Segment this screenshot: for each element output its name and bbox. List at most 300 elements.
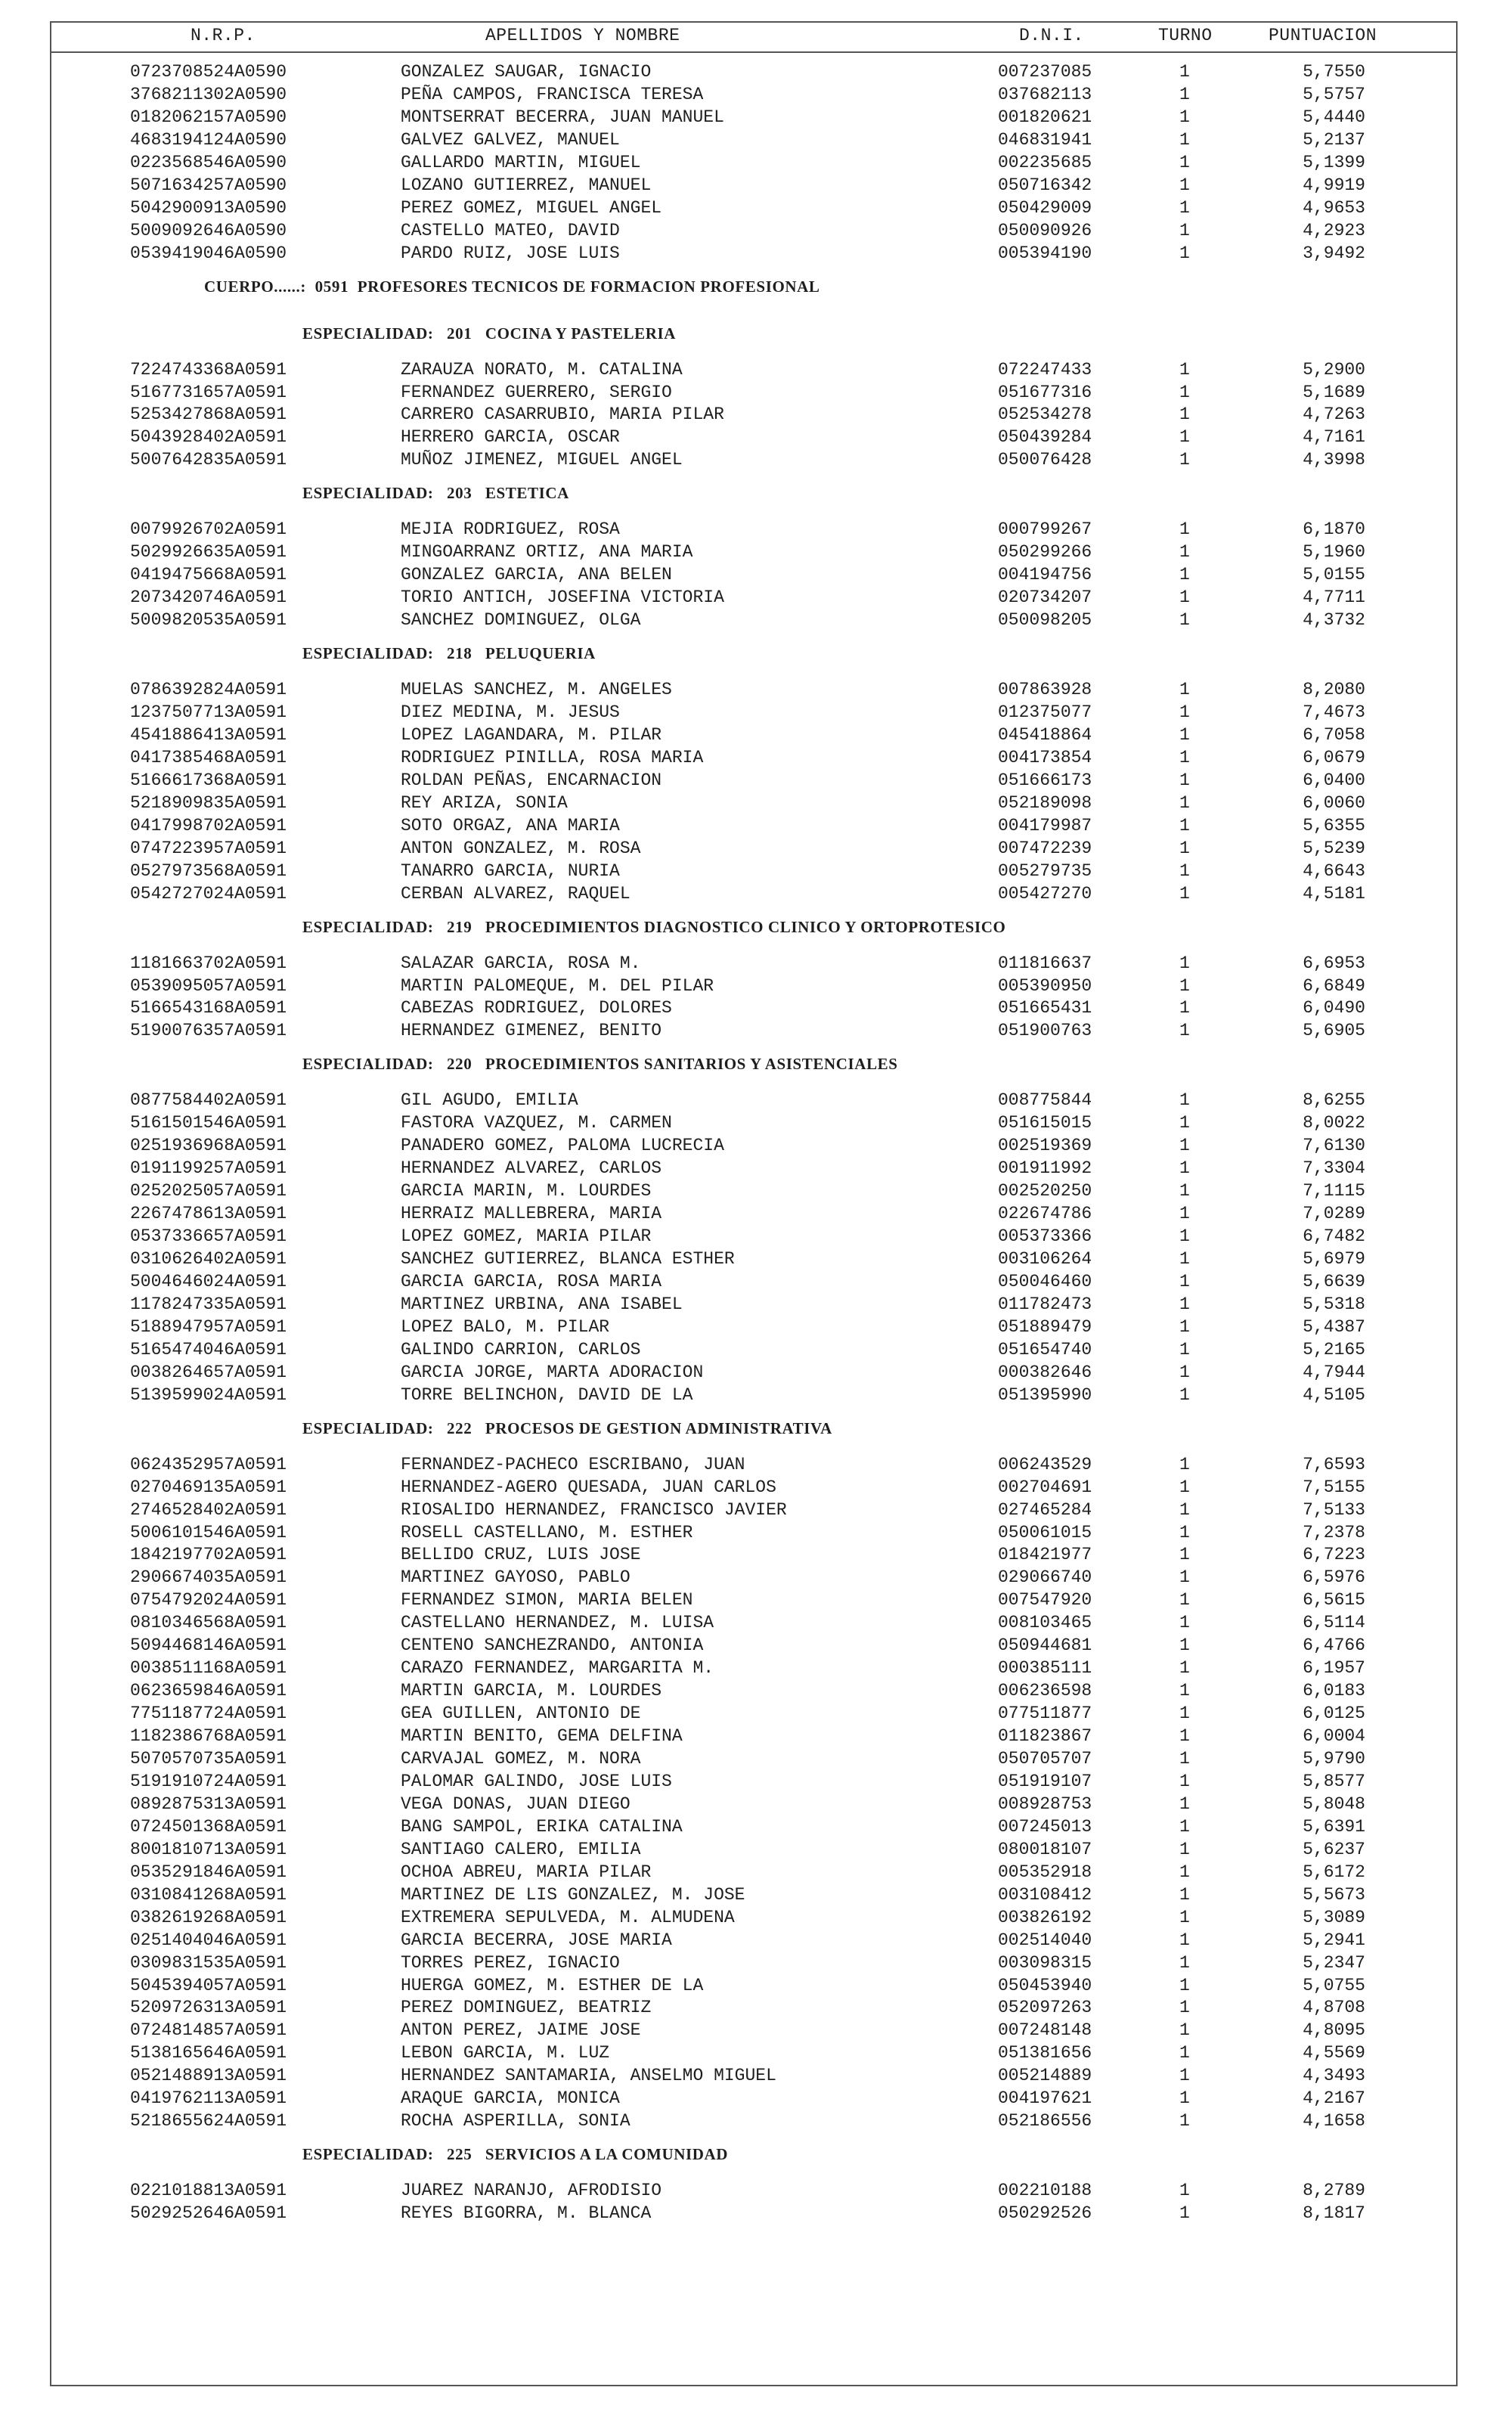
dni-cell: 002235685 [998, 152, 1092, 172]
table-row [0, 975, 1512, 997]
dni-cell: 005214889 [998, 2066, 1092, 2086]
name-cell: MARTINEZ URBINA, ANA ISABEL [401, 1294, 683, 1314]
table-row [0, 724, 1512, 746]
table-row [0, 1338, 1512, 1361]
section-title: ESTETICA [485, 484, 569, 503]
turno-cell: 1 [1179, 1545, 1190, 1565]
nrp-cell: 0182062157A0590 [130, 107, 287, 127]
turno-cell: 1 [1179, 427, 1190, 448]
name-cell: MARTINEZ DE LIS GONZALEZ, M. JOSE [401, 1884, 745, 1905]
puntuacion-cell: 5,9790 [1303, 1749, 1365, 1769]
nrp-cell: 4683194124A0590 [130, 129, 287, 150]
table-row [0, 448, 1512, 471]
puntuacion-cell: 5,5757 [1303, 84, 1365, 104]
puntuacion-cell: 4,5105 [1303, 1384, 1365, 1405]
dni-cell: 052189098 [998, 792, 1092, 813]
name-cell: HERRAIZ MALLEBRERA, MARIA [401, 1204, 662, 1224]
puntuacion-cell: 6,0060 [1303, 792, 1365, 813]
nrp-cell: 0724814857A0591 [130, 2020, 287, 2041]
dni-cell: 029066740 [998, 1567, 1092, 1588]
dni-cell: 051381656 [998, 2043, 1092, 2063]
puntuacion-cell: 5,0155 [1303, 565, 1365, 585]
table-row [0, 882, 1512, 905]
turno-cell: 1 [1179, 62, 1190, 82]
puntuacion-cell: 8,6255 [1303, 1090, 1365, 1111]
puntuacion-cell: 4,7711 [1303, 588, 1365, 608]
name-cell: RIOSALIDO HERNANDEZ, FRANCISCO JAVIER [401, 1499, 787, 1520]
table-row [0, 1611, 1512, 1634]
dni-cell: 050429009 [998, 197, 1092, 218]
nrp-cell: 0623659846A0591 [130, 1681, 287, 1701]
turno-cell: 1 [1179, 838, 1190, 858]
turno-cell: 1 [1179, 405, 1190, 425]
turno-cell: 1 [1179, 702, 1190, 722]
puntuacion-cell: 5,6905 [1303, 1021, 1365, 1041]
nrp-cell: 5029252646A0591 [130, 2203, 287, 2224]
section-title: PROFESORES TECNICOS DE FORMACION PROFESIONAL [357, 277, 820, 296]
dni-cell: 050716342 [998, 175, 1092, 195]
puntuacion-cell: 6,6953 [1303, 953, 1365, 973]
table-row [0, 792, 1512, 814]
turno-cell: 1 [1179, 1136, 1190, 1156]
puntuacion-cell: 4,9653 [1303, 197, 1365, 218]
table-row [0, 2179, 1512, 2202]
dni-cell: 050046460 [998, 1271, 1092, 1291]
table-row [0, 586, 1512, 609]
name-cell: CARAZO FERNANDEZ, MARGARITA M. [401, 1658, 714, 1679]
nrp-cell: 0539095057A0591 [130, 975, 287, 996]
header-puntuacion: PUNTUACION [1269, 26, 1377, 45]
table-row [0, 997, 1512, 1019]
table-row [0, 1089, 1512, 1111]
table-row [0, 2110, 1512, 2132]
nrp-cell: 1842197702A0591 [130, 1545, 287, 1565]
name-cell: OCHOA ABREU, MARIA PILAR [401, 1862, 652, 1882]
table-row [0, 2202, 1512, 2225]
dni-cell: 004197621 [998, 2088, 1092, 2109]
turno-cell: 1 [1179, 998, 1190, 1018]
puntuacion-cell: 4,1658 [1303, 2111, 1365, 2132]
header-dni: D.N.I. [1019, 26, 1084, 45]
name-cell: ZARAUZA NORATO, M. CATALINA [401, 359, 683, 380]
dni-cell: 037682113 [998, 84, 1092, 104]
dni-cell: 003098315 [998, 1952, 1092, 1973]
name-cell: HERNANDEZ SANTAMARIA, ANSELMO MIGUEL [401, 2066, 776, 2086]
table-row [0, 60, 1512, 83]
turno-cell: 1 [1179, 2066, 1190, 2086]
puntuacion-cell: 6,1957 [1303, 1658, 1365, 1679]
nrp-cell: 5166543168A0591 [130, 998, 287, 1018]
table-row [0, 1996, 1512, 2019]
dni-cell: 001911992 [998, 1158, 1092, 1179]
table-row [0, 106, 1512, 129]
name-cell: GARCIA JORGE, MARTA ADORACION [401, 1362, 704, 1382]
nrp-cell: 0038511168A0591 [130, 1658, 287, 1679]
table-row [0, 2042, 1512, 2064]
name-cell: SOTO ORGAZ, ANA MARIA [401, 815, 620, 836]
dni-cell: 011782473 [998, 1294, 1092, 1314]
nrp-cell: 5188947957A0591 [130, 1316, 287, 1337]
table-row [0, 1134, 1512, 1157]
puntuacion-cell: 5,5239 [1303, 838, 1365, 858]
table-row [0, 1679, 1512, 1702]
turno-cell: 1 [1179, 175, 1190, 195]
name-cell: PALOMAR GALINDO, JOSE LUIS [401, 1771, 672, 1791]
name-cell: DIEZ MEDINA, M. JESUS [401, 702, 620, 722]
name-cell: ROSELL CASTELLANO, M. ESTHER [401, 1522, 693, 1542]
especialidad-heading [302, 914, 1005, 940]
turno-cell: 1 [1179, 107, 1190, 127]
turno-cell: 1 [1179, 542, 1190, 563]
puntuacion-cell: 8,0022 [1303, 1113, 1365, 1133]
turno-cell: 1 [1179, 975, 1190, 996]
name-cell: MINGOARRANZ ORTIZ, ANA MARIA [401, 542, 693, 563]
puntuacion-cell: 6,1870 [1303, 519, 1365, 540]
dni-cell: 050944681 [998, 1635, 1092, 1656]
name-cell: GALVEZ GALVEZ, MANUEL [401, 129, 620, 150]
table-row [0, 1974, 1512, 1997]
turno-cell: 1 [1179, 359, 1190, 380]
puntuacion-cell: 5,8048 [1303, 1794, 1365, 1814]
nrp-cell: 0270469135A0591 [130, 1477, 287, 1497]
nrp-cell: 0537336657A0591 [130, 1226, 287, 1247]
dni-cell: 008928753 [998, 1794, 1092, 1814]
table-row [0, 769, 1512, 792]
dni-cell: 051900763 [998, 1021, 1092, 1041]
nrp-cell: 5166617368A0591 [130, 770, 287, 790]
name-cell: MUÑOZ JIMENEZ, MIGUEL ANGEL [401, 450, 683, 470]
nrp-cell: 0223568546A0590 [130, 152, 287, 172]
nrp-cell: 0539419046A0590 [130, 243, 287, 263]
nrp-cell: 0417385468A0591 [130, 747, 287, 767]
nrp-cell: 0754792024A0591 [130, 1590, 287, 1611]
turno-cell: 1 [1179, 1635, 1190, 1656]
nrp-cell: 0786392824A0591 [130, 680, 287, 700]
nrp-cell: 0191199257A0591 [130, 1158, 287, 1179]
nrp-cell: 5029926635A0591 [130, 542, 287, 563]
turno-cell: 1 [1179, 1567, 1190, 1588]
table-row [0, 1861, 1512, 1883]
table-row [0, 83, 1512, 106]
nrp-cell: 5167731657A0591 [130, 382, 287, 402]
dni-cell: 002704691 [998, 1477, 1092, 1497]
dni-cell: 003106264 [998, 1249, 1092, 1269]
section-code: 225 [447, 2145, 485, 2164]
puntuacion-cell: 5,6172 [1303, 1862, 1365, 1882]
dni-cell: 051665431 [998, 998, 1092, 1018]
turno-cell: 1 [1179, 84, 1190, 104]
dni-cell: 002210188 [998, 2181, 1092, 2201]
name-cell: LOZANO GUTIERREZ, MANUEL [401, 175, 652, 195]
name-cell: MUELAS SANCHEZ, M. ANGELES [401, 680, 672, 700]
nrp-cell: 5138165646A0591 [130, 2043, 287, 2063]
table-row [0, 563, 1512, 586]
puntuacion-cell: 5,2941 [1303, 1930, 1365, 1950]
name-cell: REYES BIGORRA, M. BLANCA [401, 2203, 652, 2224]
table-row [0, 1725, 1512, 1747]
name-cell: MARTINEZ GAYOSO, PABLO [401, 1567, 631, 1588]
nrp-cell: 0810346568A0591 [130, 1613, 287, 1633]
nrp-cell: 5218909835A0591 [130, 792, 287, 813]
table-row [0, 1952, 1512, 1974]
section-label: ESPECIALIDAD: [302, 1055, 448, 1074]
table-row [0, 1929, 1512, 1952]
puntuacion-cell: 5,5673 [1303, 1884, 1365, 1905]
name-cell: ANTON GONZALEZ, M. ROSA [401, 838, 641, 858]
table-row [0, 1883, 1512, 1906]
name-cell: TORIO ANTICH, JOSEFINA VICTORIA [401, 588, 724, 608]
puntuacion-cell: 5,7550 [1303, 62, 1365, 82]
table-row [0, 1225, 1512, 1248]
puntuacion-cell: 7,2378 [1303, 1522, 1365, 1542]
dni-cell: 005427270 [998, 883, 1092, 904]
dni-cell: 072247433 [998, 359, 1092, 380]
name-cell: PARDO RUIZ, JOSE LUIS [401, 243, 620, 263]
dni-cell: 050705707 [998, 1749, 1092, 1769]
turno-cell: 1 [1179, 1158, 1190, 1179]
table-row [0, 1019, 1512, 1042]
nrp-cell: 2073420746A0591 [130, 588, 287, 608]
turno-cell: 1 [1179, 197, 1190, 218]
nrp-cell: 1182386768A0591 [130, 1726, 287, 1747]
puntuacion-cell: 5,2165 [1303, 1339, 1365, 1360]
turno-cell: 1 [1179, 747, 1190, 767]
turno-cell: 1 [1179, 152, 1190, 172]
turno-cell: 1 [1179, 1681, 1190, 1701]
name-cell: MARTIN GARCIA, M. LOURDES [401, 1681, 662, 1701]
name-cell: GIL AGUDO, EMILIA [401, 1090, 578, 1111]
turno-cell: 1 [1179, 1021, 1190, 1041]
header-name: APELLIDOS Y NOMBRE [485, 26, 680, 45]
turno-cell: 1 [1179, 724, 1190, 745]
puntuacion-cell: 6,0490 [1303, 998, 1365, 1018]
section-title: PROCESOS DE GESTION ADMINISTRATIVA [485, 1418, 832, 1437]
table-row [0, 1815, 1512, 1838]
name-cell: BELLIDO CRUZ, LUIS JOSE [401, 1545, 641, 1565]
table-row [0, 746, 1512, 769]
table-row [0, 1657, 1512, 1679]
section-label: CUERPO......: [204, 277, 315, 296]
dni-cell: 002514040 [998, 1930, 1092, 1950]
nrp-cell: 0724501368A0591 [130, 1816, 287, 1837]
section-code: 222 [447, 1418, 485, 1437]
nrp-cell: 5043928402A0591 [130, 427, 287, 448]
table-row [0, 1499, 1512, 1521]
nrp-cell: 0527973568A0591 [130, 860, 287, 881]
nrp-cell: 0419475668A0591 [130, 565, 287, 585]
section-code: 203 [447, 484, 485, 503]
puntuacion-cell: 5,6639 [1303, 1271, 1365, 1291]
section-label: ESPECIALIDAD: [302, 917, 448, 936]
dni-cell: 004179987 [998, 815, 1092, 836]
turno-cell: 1 [1179, 220, 1190, 240]
turno-cell: 1 [1179, 1522, 1190, 1542]
table-row [0, 2087, 1512, 2110]
nrp-cell: 0309831535A0591 [130, 1952, 287, 1973]
turno-cell: 1 [1179, 2088, 1190, 2109]
dni-cell: 051666173 [998, 770, 1092, 790]
table-row [0, 1316, 1512, 1338]
especialidad-heading [302, 480, 569, 506]
puntuacion-cell: 4,2167 [1303, 2088, 1365, 2109]
dni-cell: 007547920 [998, 1590, 1092, 1611]
puntuacion-cell: 5,2900 [1303, 359, 1365, 380]
name-cell: VEGA DONAS, JUAN DIEGO [401, 1794, 631, 1814]
puntuacion-cell: 6,7223 [1303, 1545, 1365, 1565]
puntuacion-cell: 7,3304 [1303, 1158, 1365, 1179]
puntuacion-cell: 5,2347 [1303, 1952, 1365, 1973]
section-code: 220 [447, 1055, 485, 1074]
nrp-cell: 5042900913A0590 [130, 197, 287, 218]
name-cell: JUAREZ NARANJO, AFRODISIO [401, 2181, 662, 2201]
name-cell: TANARRO GARCIA, NURIA [401, 860, 620, 881]
puntuacion-cell: 4,9919 [1303, 175, 1365, 195]
puntuacion-cell: 8,1817 [1303, 2203, 1365, 2224]
turno-cell: 1 [1179, 1454, 1190, 1474]
dni-cell: 005279735 [998, 860, 1092, 881]
puntuacion-cell: 4,7944 [1303, 1362, 1365, 1382]
turno-cell: 1 [1179, 860, 1190, 881]
dni-cell: 050061015 [998, 1522, 1092, 1542]
table-header [50, 21, 1458, 53]
dni-cell: 051654740 [998, 1339, 1092, 1360]
nrp-cell: 2906674035A0591 [130, 1567, 287, 1588]
puntuacion-cell: 7,5133 [1303, 1499, 1365, 1520]
turno-cell: 1 [1179, 2181, 1190, 2201]
puntuacion-cell: 6,5114 [1303, 1613, 1365, 1633]
puntuacion-cell: 5,1960 [1303, 542, 1365, 563]
table-row [0, 1157, 1512, 1180]
puntuacion-cell: 6,0183 [1303, 1681, 1365, 1701]
name-cell: REY ARIZA, SONIA [401, 792, 568, 813]
turno-cell: 1 [1179, 129, 1190, 150]
turno-cell: 1 [1179, 1952, 1190, 1973]
nrp-cell: 5006101546A0591 [130, 1522, 287, 1542]
name-cell: RODRIGUEZ PINILLA, ROSA MARIA [401, 747, 704, 767]
puntuacion-cell: 5,6355 [1303, 815, 1365, 836]
dni-cell: 004173854 [998, 747, 1092, 767]
dni-cell: 003826192 [998, 1907, 1092, 1927]
turno-cell: 1 [1179, 1249, 1190, 1269]
table-row [0, 1634, 1512, 1657]
name-cell: CARVAJAL GOMEZ, M. NORA [401, 1749, 641, 1769]
section-code: 218 [447, 644, 485, 663]
puntuacion-cell: 5,1399 [1303, 152, 1365, 172]
especialidad-heading [302, 2141, 728, 2167]
nrp-cell: 0535291846A0591 [130, 1862, 287, 1882]
especialidad-heading [302, 1415, 832, 1441]
table-row [0, 1566, 1512, 1589]
name-cell: FERNANDEZ-PACHECO ESCRIBANO, JUAN [401, 1454, 745, 1474]
nrp-cell: 0038264657A0591 [130, 1362, 287, 1382]
puntuacion-cell: 7,0289 [1303, 1204, 1365, 1224]
name-cell: LOPEZ GOMEZ, MARIA PILAR [401, 1226, 652, 1247]
puntuacion-cell: 4,5181 [1303, 883, 1365, 904]
name-cell: GARCIA GARCIA, ROSA MARIA [401, 1271, 662, 1291]
nrp-cell: 5007642835A0591 [130, 450, 287, 470]
nrp-cell: 5190076357A0591 [130, 1021, 287, 1041]
name-cell: GEA GUILLEN, ANTONIO DE [401, 1704, 641, 1724]
puntuacion-cell: 5,1689 [1303, 382, 1365, 402]
turno-cell: 1 [1179, 792, 1190, 813]
table-row [0, 1521, 1512, 1544]
name-cell: ROCHA ASPERILLA, SONIA [401, 2111, 631, 2132]
table-row [0, 2019, 1512, 2042]
nrp-cell: 3768211302A0590 [130, 84, 287, 104]
dni-cell: 007248148 [998, 2020, 1092, 2041]
especialidad-heading [302, 321, 676, 346]
name-cell: GALINDO CARRION, CARLOS [401, 1339, 641, 1360]
dni-cell: 000382646 [998, 1362, 1092, 1382]
nrp-cell: 2267478613A0591 [130, 1204, 287, 1224]
nrp-cell: 8001810713A0591 [130, 1839, 287, 1859]
dni-cell: 051615015 [998, 1113, 1092, 1133]
dni-cell: 050090926 [998, 220, 1092, 240]
name-cell: GONZALEZ GARCIA, ANA BELEN [401, 565, 672, 585]
dni-cell: 052186556 [998, 2111, 1092, 2132]
dni-cell: 045418864 [998, 724, 1092, 745]
puntuacion-cell: 6,7058 [1303, 724, 1365, 745]
turno-cell: 1 [1179, 610, 1190, 631]
turno-cell: 1 [1179, 243, 1190, 263]
section-title: PELUQUERIA [485, 644, 596, 663]
puntuacion-cell: 4,5569 [1303, 2043, 1365, 2063]
section-label: ESPECIALIDAD: [302, 644, 448, 663]
name-cell: GARCIA BECERRA, JOSE MARIA [401, 1930, 672, 1950]
nrp-cell: 5004646024A0591 [130, 1271, 287, 1291]
name-cell: GARCIA MARIN, M. LOURDES [401, 1181, 652, 1201]
nrp-cell: 5161501546A0591 [130, 1113, 287, 1133]
turno-cell: 1 [1179, 1704, 1190, 1724]
name-cell: CARRERO CASARRUBIO, MARIA PILAR [401, 405, 724, 425]
name-cell: SANTIAGO CALERO, EMILIA [401, 1839, 641, 1859]
table-row [0, 426, 1512, 448]
nrp-cell: 1181663702A0591 [130, 953, 287, 973]
dni-cell: 008103465 [998, 1613, 1092, 1633]
turno-cell: 1 [1179, 1362, 1190, 1382]
name-cell: PEREZ GOMEZ, MIGUEL ANGEL [401, 197, 662, 218]
turno-cell: 1 [1179, 450, 1190, 470]
name-cell: PEREZ DOMINGUEZ, BEATRIZ [401, 1998, 652, 2018]
nrp-cell: 5070570735A0591 [130, 1749, 287, 1769]
dni-cell: 001820621 [998, 107, 1092, 127]
turno-cell: 1 [1179, 519, 1190, 540]
section-title: PROCEDIMIENTOS SANITARIOS Y ASISTENCIALES [485, 1055, 898, 1074]
puntuacion-cell: 8,2080 [1303, 680, 1365, 700]
dni-cell: 005394190 [998, 243, 1092, 263]
dni-cell: 018421977 [998, 1545, 1092, 1565]
dni-cell: 012375077 [998, 702, 1092, 722]
nrp-cell: 0723708524A0590 [130, 62, 287, 82]
puntuacion-cell: 4,6643 [1303, 860, 1365, 881]
turno-cell: 1 [1179, 1726, 1190, 1747]
turno-cell: 1 [1179, 588, 1190, 608]
name-cell: PEÑA CAMPOS, FRANCISCA TERESA [401, 84, 704, 104]
dni-cell: 051395990 [998, 1384, 1092, 1405]
turno-cell: 1 [1179, 1499, 1190, 1520]
table-row [0, 151, 1512, 174]
nrp-cell: 4541886413A0591 [130, 724, 287, 745]
nrp-cell: 5253427868A0591 [130, 405, 287, 425]
section-label: ESPECIALIDAD: [302, 2145, 448, 2164]
dni-cell: 050299266 [998, 542, 1092, 563]
nrp-cell: 0251404046A0591 [130, 1930, 287, 1950]
table-row [0, 541, 1512, 563]
dni-cell: 002520250 [998, 1181, 1092, 1201]
nrp-cell: 0382619268A0591 [130, 1907, 287, 1927]
dni-cell: 011816637 [998, 953, 1092, 973]
puntuacion-cell: 5,5318 [1303, 1294, 1365, 1314]
